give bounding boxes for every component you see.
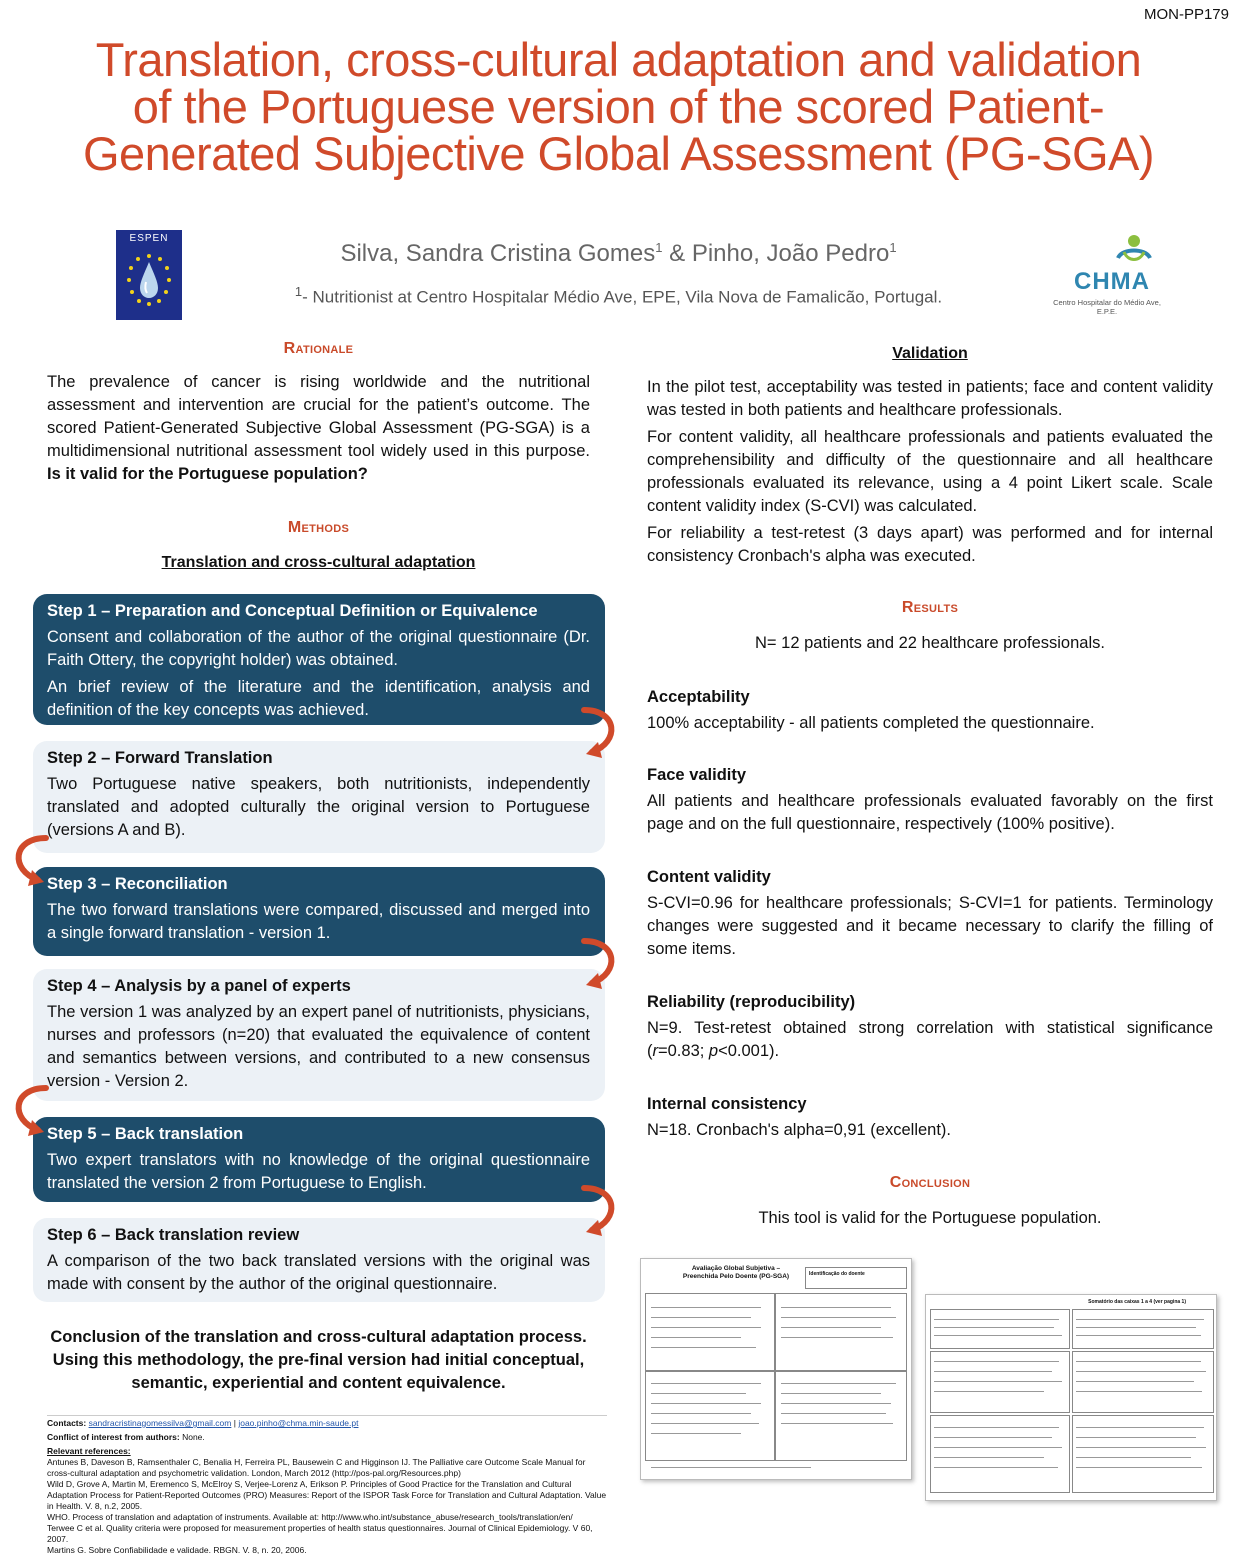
rationale-heading: Rationale <box>283 340 354 357</box>
methods-subheading: Translation and cross-cultural adaptation <box>161 554 476 571</box>
result-acceptability: Acceptability 100% acceptability - all patients completed the questionnaire. <box>647 688 1095 732</box>
reference-item: Martins G. Sobre Confiabilidade e validade. RBGN. V. 8, n. 20, 2006. <box>47 1545 307 1555</box>
reference-item: Antunes B, Daveson B, Ramsenthaler C, Benalia H, Ferreira PL, Bausewein C and Higginson IJ. The Palliative care Outcome Scale Manual for cross-cultural adaptation and psychometric validation. London, March 2012 (http://pos-pal.org/Resources.php) <box>47 1457 586 1478</box>
authors: Silva, Sandra Cristina Gomes$^1$ & Pinho, João Pedro$^1$ <box>340 240 897 267</box>
poster-title <box>0 33 1237 180</box>
conclusion-heading: Conclusion <box>889 1174 971 1191</box>
reference-item: WHO. Process of translation and adaptation of instruments. Available at: http://www.who.int/substance_abuse/research_tools/translation/en/ <box>47 1512 573 1522</box>
step-5: Step 5 – Back translation Two expert translators with no knowledge of the original questionnaire translated the version 2 from Portuguese to English. <box>33 1117 605 1202</box>
chma-figure-icon <box>1042 232 1172 272</box>
title-line-3: Generated Subjective Global Assessment (PG-SGA) <box>82 127 1155 180</box>
email-link-1[interactable]: sandracristinagomessilva@gmail.com <box>88 1418 232 1428</box>
validation-text: In the pilot test, acceptability was tested in patients; face and content validity was tested in both patients and healthcare professionals. For content validity, all healthcare professionals and patients evaluated the comprehensibility and difficulty of the questionnaire and all healthcare professionals evaluated its relevance, using a 4 point Likert scale. Scale content validity index (S-CVI) was calculated. For reliability a test-retest (3 days apart) was performed and for internal consistency Cronbach's alpha was executed. <box>647 378 1213 565</box>
curved-arrow-icon <box>2 1080 52 1140</box>
validation-heading: Validation <box>892 345 968 362</box>
translation-conclusion: Conclusion of the translation and cross-cultural adaptation process. Using this methodology, the pre-final version had initial conceptual, semantic, experiential and content equivalence. <box>50 1328 587 1392</box>
title-line-2: of the Portuguese version of the scored Patient- <box>132 80 1105 133</box>
result-internal-consistency: Internal consistency N=18. Cronbach's alpha=0,91 (excellent). <box>647 1095 952 1139</box>
result-reliability: Reliability (reproducibility) N=9. Test-retest obtained strong correlation with statistical significance (r=0.83; p<0.001). <box>647 993 1213 1060</box>
divider <box>47 1415 607 1416</box>
step-3: Step 3 – Reconciliation The two forward translations were compared, discussed and merged into a single forward translation - version 1. <box>33 867 605 956</box>
conclusion-text: This tool is valid for the Portuguese population. <box>758 1209 1102 1227</box>
curved-arrow-icon <box>578 702 628 762</box>
rationale-text: The prevalence of cancer is rising worldwide and the nutritional assessment and intervention are crucial for the patient’s outcome. The scored Patient-Generated Subjective Global Assessment (PG-SGA) is a multidimensional nutritional assessment tool widely used in this purpose. Is it valid for the Portuguese population? <box>47 373 590 483</box>
espen-logo: ESPEN <box>116 230 182 320</box>
email-link-2[interactable]: joao.pinho@chma.min-saude.pt <box>238 1418 359 1428</box>
reference-item: Wild D, Grove A, Martin M, Eremenco S, McElroy S, Verjee-Lorenz A, Erikson P. Principles of Good Practice for the Translation and Cultural Adaptation Process for Patient-Reported Outcomes (PRO) Measures: Report of the ISPOR Task Force for Translation and Cultural Adaptation. Value in Health. V. 8, n.2, 2005. <box>47 1479 607 1511</box>
step-2: Step 2 – Forward Translation Two Portuguese native speakers, both nutritionists, independently translated and adopted culturally the original version to Portuguese (versions A and B). <box>33 741 605 853</box>
affiliation: $^1$- Nutritionist at Centro Hospitalar Médio Ave, EPE, Vila Nova de Famalicão, Portugal. <box>294 284 943 307</box>
form-thumbnail-page-2: Somatório das caixas 1 a 4 (ver pagina 1) <box>925 1294 1217 1501</box>
results-n: N= 12 patients and 22 healthcare professionals. <box>755 634 1105 652</box>
step-1: Step 1 – Preparation and Conceptual Definition or Equivalence Consent and collaboration of the author of the original questionnaire (Dr. Faith Ottery, the copyright holder) was obtained. An brief review of the literature and the identification, analysis and definition of the key concepts was achieved. <box>33 594 605 725</box>
result-content-validity: Content validity S-CVI=0.96 for healthcare professionals; S-CVI=1 for patients. Terminology changes were suggested and it became necessary to clarify the filling of some items. <box>647 868 1213 958</box>
poster-code: MON-PP179 <box>1143 6 1229 23</box>
reference-item: Terwee C et al. Quality criteria were proposed for measurement properties of health status questionnaires. Journal of Clinical Epidemiology. V 60, 2007. <box>47 1523 593 1544</box>
result-face-validity: Face validity All patients and healthcare professionals evaluated favorably on the first page and on the full questionnaire, respectively (100% positive). <box>647 766 1213 833</box>
title-line-1: Translation, cross-cultural adaptation and validation <box>95 33 1142 86</box>
step-4: Step 4 – Analysis by a panel of experts The version 1 was analyzed by an expert panel of nutritionists, physicians, nurses and professors (n=20) that evaluated the equivalence of content and semantics between versions, and contributed to a new consensus version - Version 2. <box>33 969 605 1101</box>
contacts-block: Contacts: sandracristinagomessilva@gmail.com | joao.pinho@chma.min-saude.pt Conflict of interest from authors: None. Relevant references: Antunes B, Daveson B, Ramsenthaler C, Benalia H, Ferreira PL, Bausewein C and Higginson IJ. The Palliative care Outcome Scale Manual for cross-cultural adaptation and psychometric validation. London, March 2012 (http://pos-pal.org/Resources.php) Wild D, Grove A, Martin M, Eremenco S, McElroy S, Verjee-Lorenz A, Erikson P. Principles of Good Practice for the Translation and Cultural Adaptation Process for Patient-Reported Outcomes (PRO) Measures: Report of the ISPOR Task Force for Translation and Cultural Adaptation. Value in Health. V. 8, n.2, 2005. WHO. Process of translation and adaptation of instruments. Available at: http://www.who.int/substance_abuse/research_tools/translation/en/ Terwee C et al. Quality criteria were proposed for measurement properties of health status questionnaires. Journal of Clinical Epidemiology. V 60, 2007. Martins G. Sobre Confiabilidade e validade. RBGN. V. 8, n. 20, 2006. <box>47 1418 607 1555</box>
curved-arrow-icon <box>578 1180 628 1240</box>
form-thumbnail-page-1: Avaliação Global Subjetiva – Preenchida Pelo Doente (PG-SGA) Identificação do doente <box>640 1258 912 1480</box>
results-heading: Results <box>901 599 959 616</box>
chma-logo: CHMA Centro Hospitalar do Médio Ave, E.P.E. <box>1042 232 1172 307</box>
methods-heading: Methods <box>287 519 350 536</box>
step-6: Step 6 – Back translation review A comparison of the two back translated versions with the original was made with consent by the author of the original questionnaire. <box>33 1218 605 1302</box>
curved-arrow-icon <box>2 830 52 890</box>
curved-arrow-icon <box>578 933 628 993</box>
